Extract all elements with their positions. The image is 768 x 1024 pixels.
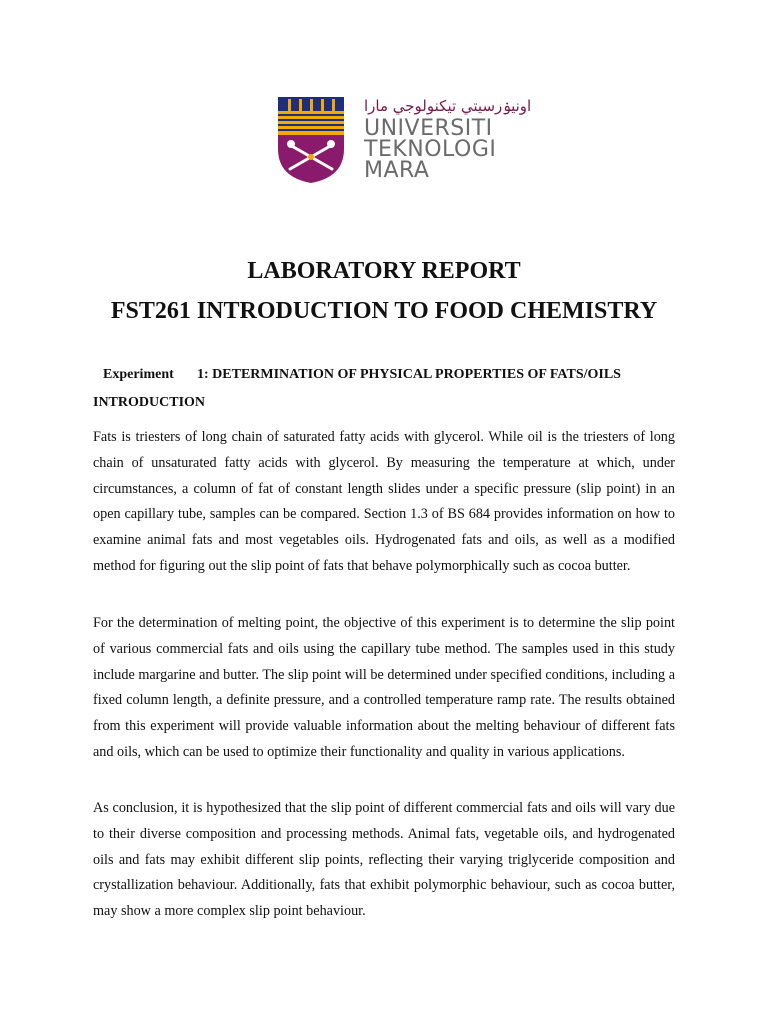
uitm-crest-icon (278, 97, 344, 183)
section-heading-introduction: INTRODUCTION (93, 395, 206, 410)
report-title: LABORATORY REPORT (247, 258, 521, 284)
course-title: FST261 INTRODUCTION TO FOOD CHEMISTRY (110, 298, 658, 324)
logo-line-universiti: UNIVERSITI (364, 116, 493, 141)
experiment-line (103, 366, 621, 384)
experiment-label: Experiment (103, 367, 174, 382)
logo-jawi-text: اونيۏرسيتي تيكنولوجي مارا (364, 97, 532, 115)
paragraph: For the determination of melting point, the objective of this experiment is to determine the slip point of various commercial fats and oils using the capillary tube method. The samples used in this study include margarine and butter. The slip point will be determined under specified conditions, including a fixed column length, a definite pressure, and a controlled temperature ramp rate. The results obtained from this experiment will provide valuable information about the melting behaviour of different fats and oils, which can be used to optimize their functionality and quality in various applications. (93, 615, 675, 760)
logo-line-teknologi: TEKNOLOGI (364, 137, 497, 162)
paragraph: Fats is triesters of long chain of saturated fatty acids with glycerol. While oil is the triesters of long chain of unsaturated fatty acids with glycerol. By measuring the temperature at which, under circumstances, a column of fat of constant length slides under a specific pressure (slip point) in an open capillary tube, samples can be compared. Section 1.3 of BS 684 provides information on how to examine animal fats and most vegetables oils. Hydrogenated fats and oils, as well as a modified method for figuring out the slip point of fats that behave polymorphically such as cocoa butter. (93, 429, 675, 574)
experiment-title: 1: DETERMINATION OF PHYSICAL PROPERTIES OF FATS/OILS (197, 367, 621, 382)
paragraph: As conclusion, it is hypothesized that the slip point of different commercial fats and oils will vary due to their diverse composition and processing methods. Animal fats, vegetable oils, and hydrogenated oils and fats may exhibit different slip points, reflecting their varying triglyceride composition and crystallization behaviour. Additionally, fats that exhibit polymorphic behaviour, such as cocoa butter, may show a more complex slip point behaviour. (93, 800, 675, 920)
university-logo (278, 97, 532, 187)
logo-line-mara: MARA (364, 158, 430, 183)
